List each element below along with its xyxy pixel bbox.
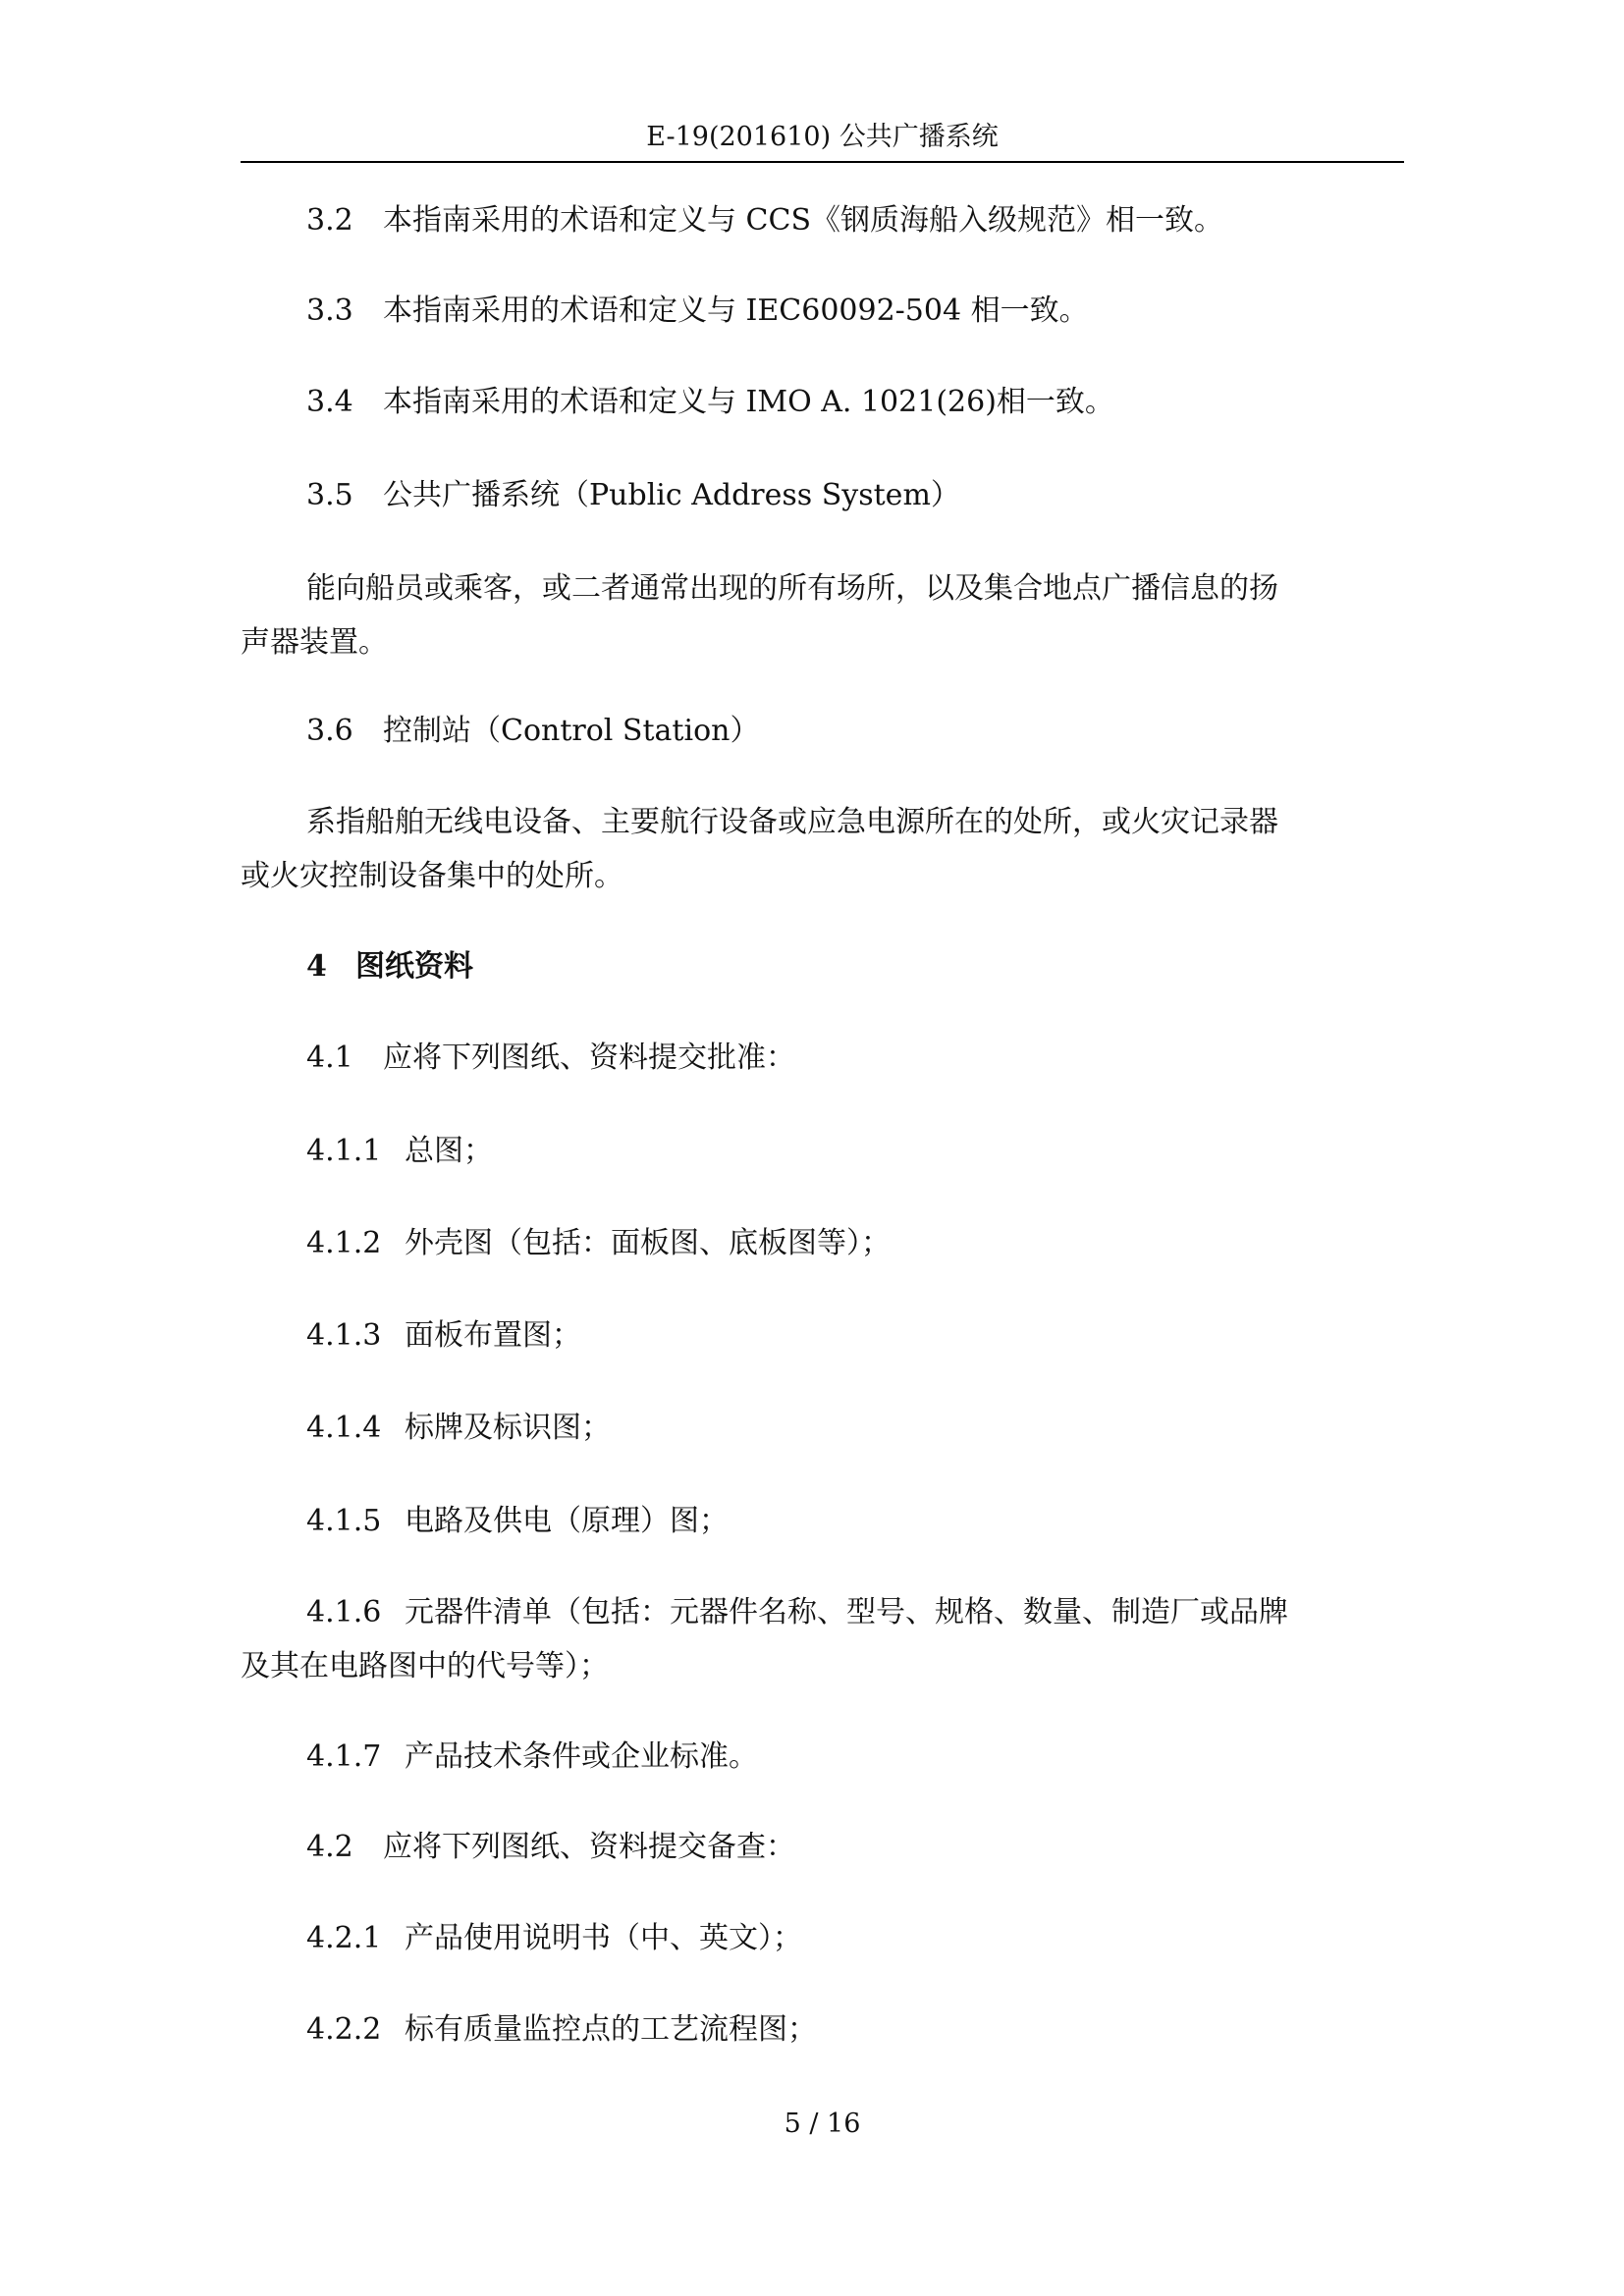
item-text: 面板布置图； [405,1318,581,1353]
clause-number: 3.5 [306,478,353,512]
clause-text: 本指南采用的术语和定义与 CCS《钢质海船入级规范》相一致。 [383,203,1223,238]
clause-text: 本指南采用的术语和定义与 IEC60092-504 相一致。 [383,294,1089,328]
para-3-6-line-1: 系指船舶无线电设备、主要航行设备或应急电源所在的处所，或火灾记录器 [306,805,1278,839]
clause-number: 4.1 [306,1041,353,1075]
para-3-6-line-2: 或火灾控制设备集中的处所。 [241,859,623,893]
section-number: 4 [306,949,327,984]
item-text: 产品使用说明书（中、英文）； [405,1921,802,1955]
item-text: 产品技术条件或企业标准。 [405,1739,758,1774]
item-4-1-7 [306,1737,1404,1777]
item-text: 标有质量监控点的工艺流程图； [405,2012,817,2047]
item-4-2-1 [306,1919,1404,1958]
clause-4-2 [306,1828,1404,1867]
clause-number: 4.2 [306,1830,353,1864]
item-number: 4.1.7 [306,1739,382,1774]
item-text: 标牌及标识图； [405,1411,611,1445]
clause-3-2 [306,201,1404,240]
item-number: 4.1.3 [306,1318,382,1353]
item-text: 总图； [405,1134,493,1168]
clause-text: 本指南采用的术语和定义与 IMO A. 1021(26)相一致。 [383,385,1114,419]
item-number: 4.1.5 [306,1504,382,1538]
item-text: 电路及供电（原理）图； [405,1504,729,1538]
clause-text: 应将下列图纸、资料提交备查： [383,1830,795,1864]
item-4-1-1 [306,1132,1404,1171]
item-4-1-6-line-2: 及其在电路图中的代号等）； [241,1649,609,1683]
clause-text: 控制站（Control Station） [383,714,760,748]
item-number: 4.2.1 [306,1921,382,1955]
page-number: 5 / 16 [784,2109,861,2139]
clause-text: 公共广播系统（Public Address System） [383,478,960,512]
item-text: 元器件清单（包括：元器件名称、型号、规格、数量、制造厂或品牌 [405,1595,1288,1629]
item-4-1-4 [306,1409,1404,1448]
section-title: 图纸资料 [355,949,473,984]
item-4-1-6-line-1 [306,1593,1404,1632]
clause-number: 3.3 [306,294,353,328]
clause-3-5 [306,476,1404,515]
clause-3-3 [306,292,1404,331]
clause-number: 3.6 [306,714,353,748]
item-4-1-5 [306,1502,1404,1541]
item-4-1-3 [306,1316,1404,1356]
clause-number: 3.4 [306,385,353,419]
item-number: 4.1.4 [306,1411,382,1445]
item-4-2-2 [306,2010,1404,2050]
item-number: 4.1.1 [306,1134,382,1168]
para-3-5-line-2: 声器装置。 [241,625,388,660]
item-number: 4.1.6 [306,1595,382,1629]
page-header: E-19(201610) 公共广播系统 [241,118,1404,163]
section-4-heading [306,947,1404,987]
clause-3-6 [306,712,1404,751]
para-3-5-line-1: 能向船员或乘客，或二者通常出现的所有场所，以及集合地点广播信息的扬 [306,571,1278,606]
item-text: 外壳图（包括：面板图、底板图等）； [405,1226,891,1260]
clause-number: 3.2 [306,203,353,238]
item-number: 4.2.2 [306,2012,382,2047]
clause-3-4 [306,383,1404,422]
clause-text: 应将下列图纸、资料提交批准： [383,1041,795,1075]
item-number: 4.1.2 [306,1226,382,1260]
item-4-1-2 [306,1224,1404,1263]
clause-4-1 [306,1039,1404,1078]
